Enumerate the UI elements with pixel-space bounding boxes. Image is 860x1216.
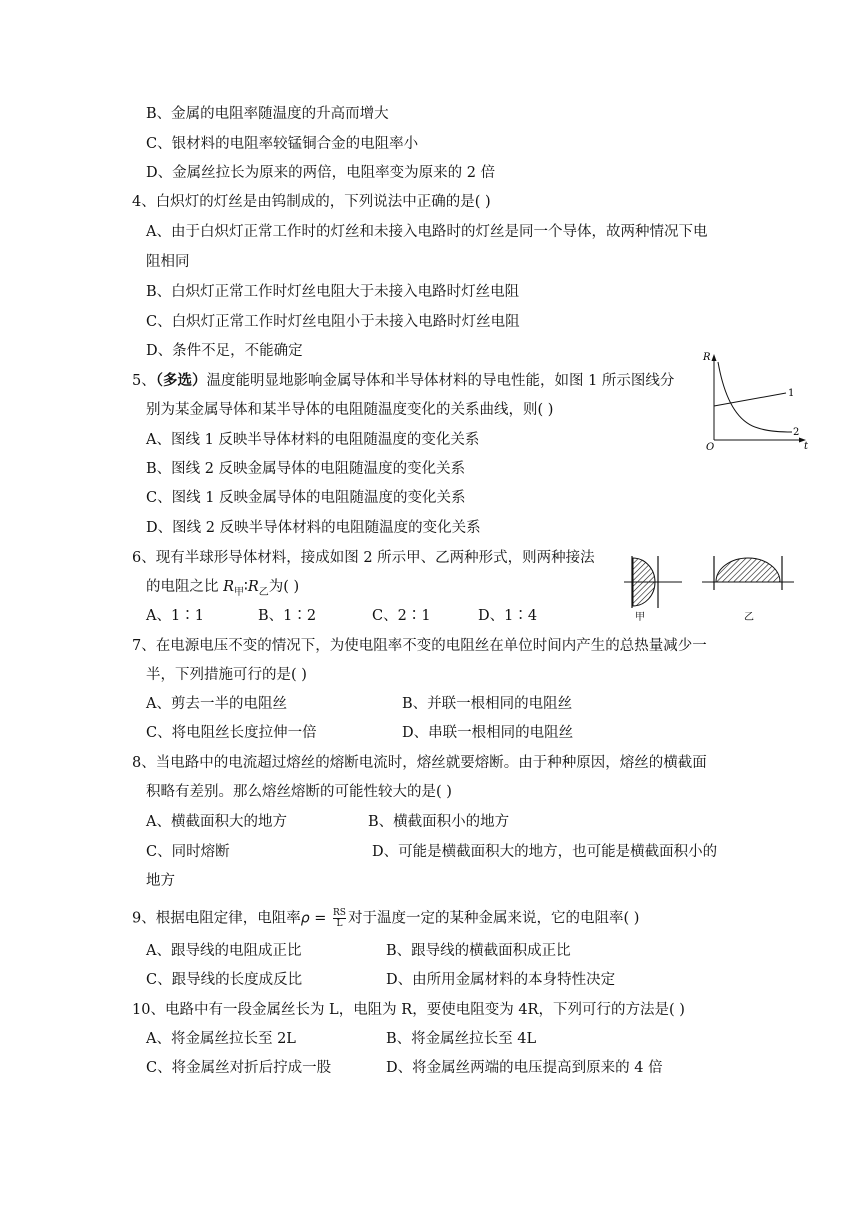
y-axis-label: R bbox=[703, 352, 711, 363]
q5-number: 5、 bbox=[132, 373, 156, 389]
q4-option-b: B、白炽灯正常工作时灯丝电阻大于未接入电路时灯丝电阻 bbox=[146, 284, 520, 300]
figure-label-jia: 甲 bbox=[635, 612, 645, 622]
q5-stem bbox=[132, 371, 674, 391]
q6-option-b: B、1∶2 bbox=[258, 608, 317, 624]
q6-option-c: C、2∶1 bbox=[372, 608, 431, 624]
q4-option-c: C、白炽灯正常工作时灯丝电阻小于未接入电路时灯丝电阻 bbox=[146, 314, 520, 330]
curve-1-label: 1 bbox=[788, 388, 795, 399]
q9-stem bbox=[132, 908, 639, 929]
q3-option-b: B、金属的电阻率随温度的升高而增大 bbox=[146, 106, 389, 122]
q9-stem-text: 9、根据电阻定律，电阻率 bbox=[132, 910, 301, 927]
subscript-yi: 乙 bbox=[258, 586, 269, 598]
curve-2-line bbox=[718, 362, 795, 432]
q10-option-a: A、将金属丝拉长至 2L bbox=[146, 1031, 296, 1047]
q4-option-a: A、由于白炽灯正常工作时的灯丝和未接入电路时的灯丝是同一个导体，故两种情况下电 bbox=[146, 224, 708, 240]
q9-option-a: A、跟导线的电阻成正比 bbox=[146, 943, 302, 959]
q7-option-a: A、剪去一半的电阻丝 bbox=[146, 696, 287, 712]
q5-option-a: A、图线 1 反映半导体材料的电阻随温度的变化关系 bbox=[146, 432, 480, 448]
q7-option-c: C、将电阻丝长度拉伸一倍 bbox=[146, 725, 317, 741]
fraction-denominator: L bbox=[336, 919, 343, 929]
formula-fraction bbox=[333, 908, 346, 929]
figure-label-yi: 乙 bbox=[744, 612, 754, 622]
rho-symbol: ρ bbox=[300, 910, 310, 927]
q8-stem: 8、当电路中的电流超过熔丝的熔断电流时，熔丝就要熔断。由于种种原因，熔丝的横截面 bbox=[132, 755, 707, 771]
q6-option-d: D、1∶4 bbox=[478, 608, 538, 624]
q8-option-d-cont: 地方 bbox=[146, 873, 175, 889]
q4-option-a-cont: 阻相同 bbox=[146, 254, 190, 270]
q7-stem-cont: 半，下列措施可行的是( ) bbox=[146, 667, 307, 683]
figure-yi bbox=[702, 556, 794, 622]
figure-1-rt-graph bbox=[700, 348, 810, 458]
q6-stem-text: 的电阻之比 bbox=[146, 579, 224, 595]
q10-stem: 10、电路中有一段金属丝长为 L，电阻为 R，要使电阻变为 4R，下列可行的方法是( ) bbox=[132, 1002, 685, 1018]
q3-option-c: C、银材料的电阻率较锰铜合金的电阻率小 bbox=[146, 136, 419, 152]
q7-option-d: D、串联一根相同的电阻丝 bbox=[402, 725, 574, 741]
q8-option-a: A、横截面积大的地方 bbox=[146, 814, 287, 830]
q5-option-c: C、图线 1 反映金属导体的电阻随温度的变化关系 bbox=[146, 490, 466, 506]
q6-stem: 6、现有半球形导体材料，接成如图 2 所示甲、乙两种形式，则两种接法 bbox=[132, 550, 595, 566]
ratio-colon: ∶ bbox=[244, 579, 248, 595]
q10-option-b: B、将金属丝拉长至 4L bbox=[386, 1031, 537, 1047]
q10-option-d: D、将金属丝两端的电压提高到原来的 4 倍 bbox=[386, 1060, 663, 1076]
q4-stem: 4、白炽灯的灯丝是由钨制成的，下列说法中正确的是( ) bbox=[132, 194, 491, 210]
subscript-jia: 甲 bbox=[234, 586, 245, 598]
origin-label: O bbox=[706, 442, 715, 453]
figure-jia bbox=[624, 556, 682, 622]
q7-stem: 7、在电源电压不变的情况下，为使电阻率不变的电阻丝在单位时间内产生的总热量减少一 bbox=[132, 638, 707, 654]
q9-option-d: D、由所用金属材料的本身特性决定 bbox=[386, 972, 616, 988]
q9-option-b: B、跟导线的横截面积成正比 bbox=[386, 943, 571, 959]
curve-1-line bbox=[714, 393, 786, 406]
q7-option-b: B、并联一根相同的电阻丝 bbox=[402, 696, 573, 712]
y-axis-arrow bbox=[712, 354, 717, 361]
q6-stem-cont bbox=[146, 577, 299, 603]
q8-option-c: C、同时熔断 bbox=[146, 844, 230, 860]
q5-stem-text: 温度能明显地影响金属导体和半导体材料的导电性能，如图 1 所示图线分 bbox=[206, 373, 675, 389]
q9-option-c: C、跟导线的长度成反比 bbox=[146, 972, 303, 988]
q10-option-c: C、将金属丝对折后拧成一股 bbox=[146, 1060, 332, 1076]
q5-stem-cont: 别为某金属导体和某半导体的电阻随温度变化的关系曲线，则( ) bbox=[146, 402, 554, 418]
q3-option-d: D、金属丝拉长为原来的两倍，电阻率变为原来的 2 倍 bbox=[146, 165, 496, 181]
q6-stem-tail: 为( ) bbox=[268, 579, 300, 595]
q5-option-b: B、图线 2 反映金属导体的电阻随温度的变化关系 bbox=[146, 461, 466, 477]
q9-stem-tail: 对于温度一定的某种金属来说，它的电阻率( ) bbox=[347, 910, 640, 927]
q4-option-d: D、条件不足，不能确定 bbox=[146, 343, 303, 359]
q8-stem-cont: 积略有差别。那么熔丝熔断的可能性较大的是( ) bbox=[146, 784, 452, 800]
r-symbol: R bbox=[223, 579, 235, 595]
equals-sign: = bbox=[309, 910, 331, 927]
fraction-numerator: RS bbox=[333, 908, 346, 918]
q5-multi-select-tag: （多选） bbox=[155, 372, 207, 389]
q8-option-b: B、横截面积小的地方 bbox=[368, 814, 510, 830]
q8-option-d: D、可能是横截面积大的地方，也可能是横截面积小的 bbox=[372, 844, 718, 860]
x-axis-label: t bbox=[804, 441, 809, 452]
curve-2-label: 2 bbox=[793, 427, 800, 438]
r-symbol: R bbox=[247, 579, 259, 595]
figure-2-hemisphere-conductors bbox=[618, 550, 798, 622]
q6-option-a: A、1∶1 bbox=[146, 608, 204, 624]
q5-option-d: D、图线 2 反映半导体材料的电阻随温度的变化关系 bbox=[146, 520, 481, 536]
